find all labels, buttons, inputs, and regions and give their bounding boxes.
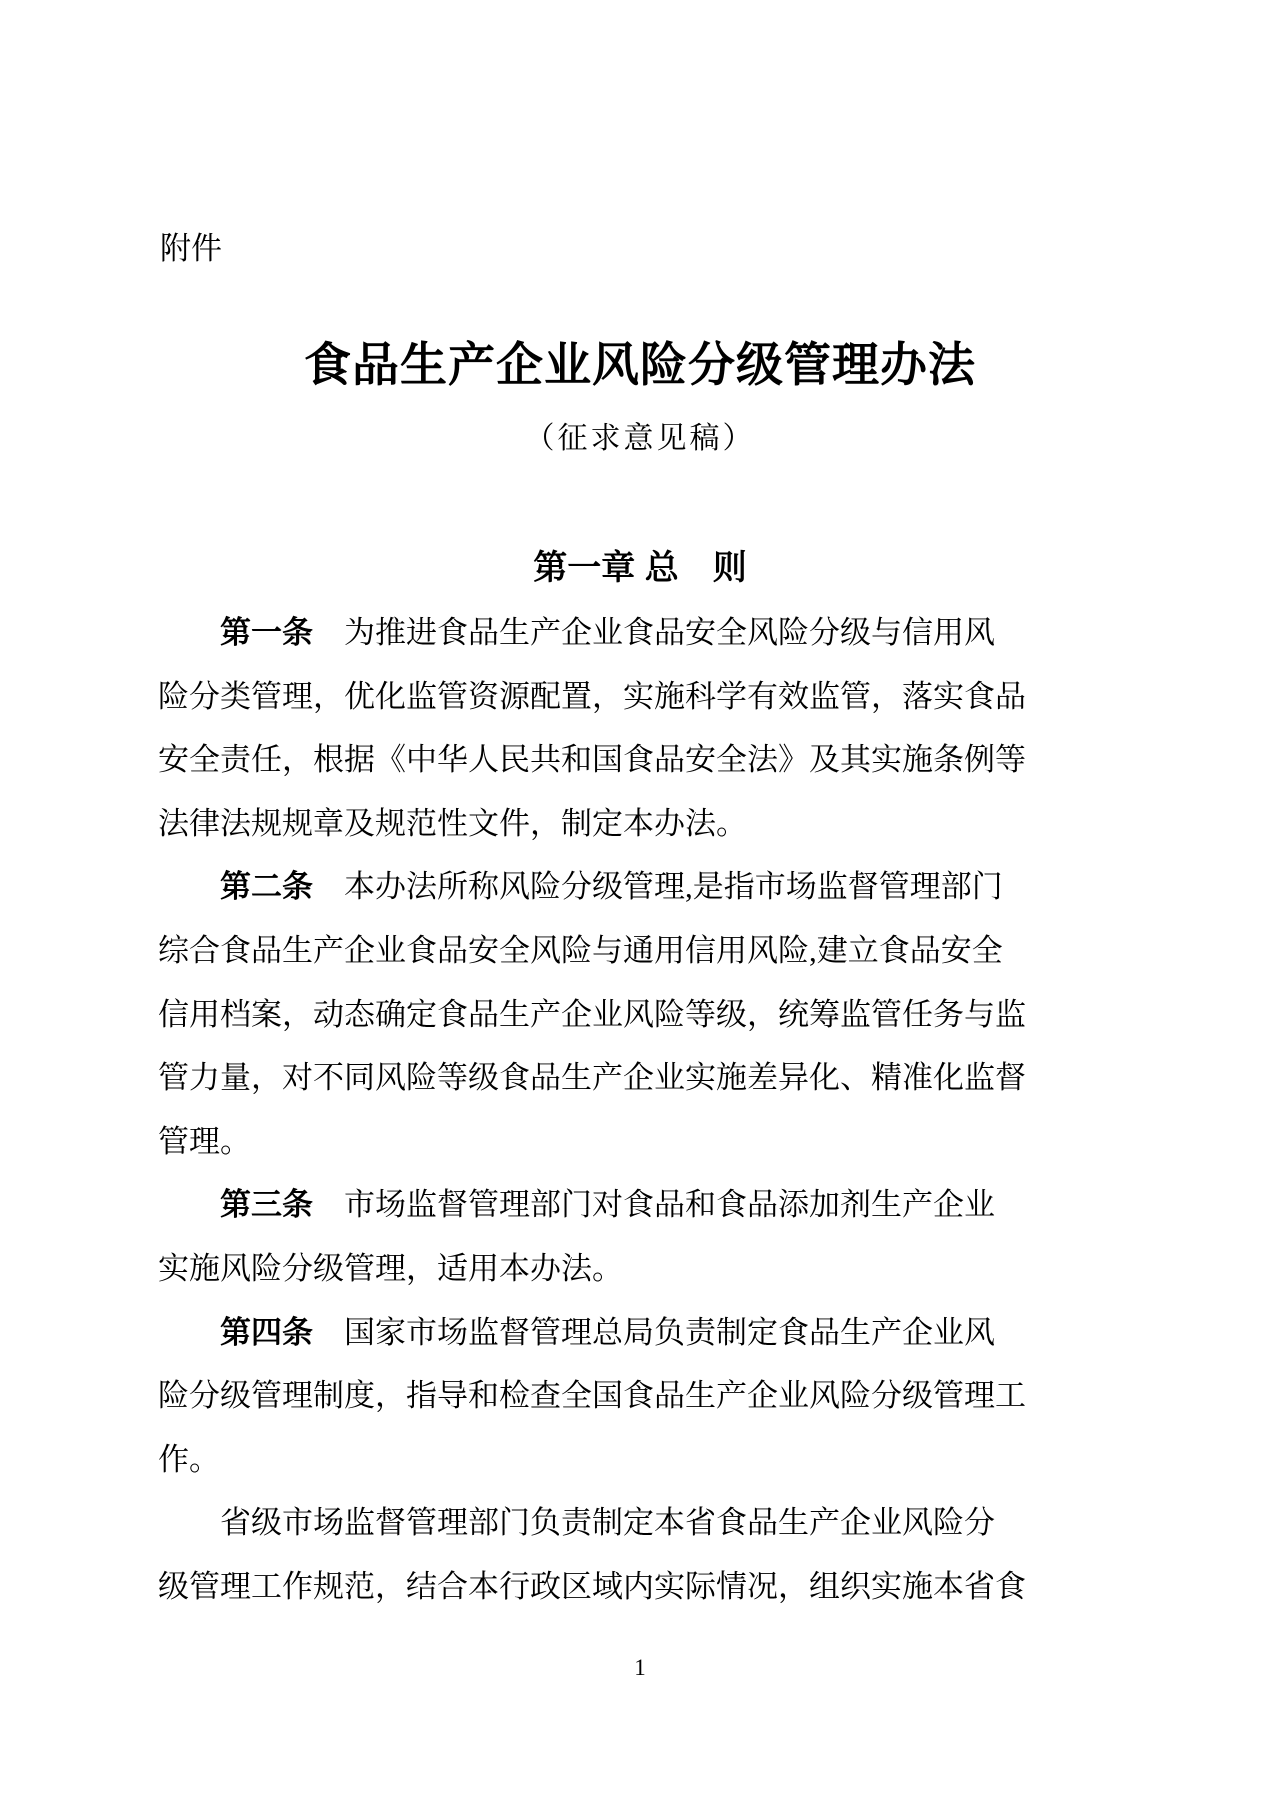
article-1-line-3: 安全责任，根据《中华人民共和国食品安全法》及其实施条例等 [158,742,1026,778]
article-4-line-2: 险分级管理制度，指导和检查全国食品生产企业风险分级管理工 [158,1378,1026,1414]
article-1-number: 第一条 [220,615,313,650]
article-3-line-2: 实施风险分级管理，适用本办法。 [158,1250,623,1286]
attachment-label: 附件 [160,231,222,266]
article-3 [158,1173,995,1300]
article-2-line-2: 综合食品生产企业食品安全风险与通用信用风险,建立食品安全 [158,932,1003,968]
document-title: 食品生产企业风险分级管理办法 [304,340,976,392]
article-1-line-1-text: 为推进食品生产企业食品安全风险分级与信用风 [344,615,995,650]
article-3-line-1-text: 市场监督管理部门对食品和食品添加剂生产企业 [344,1187,995,1223]
article-2-line-3: 信用档案，动态确定食品生产企业风险等级，统筹监管任务与监 [158,996,1026,1032]
article-2-line-1-text: 本办法所称风险分级管理,是指市场监督管理部门 [344,869,1003,905]
article-2-line-1 [158,855,1003,919]
article-4-p2-line-1: 省级市场监督管理部门负责制定本省食品生产企业风险分 [220,1505,995,1541]
article-4-line-3: 作。 [158,1441,220,1477]
article-1-line-2: 险分类管理，优化监管资源配置，实施科学有效监管，落实食品 [158,678,1026,714]
document-subtitle: （征求意见稿） [524,422,756,455]
article-4-line-1 [158,1301,995,1365]
article-2-line-5: 管理。 [158,1123,251,1159]
page-number: 1 [634,1655,646,1680]
article-4-p2-line-2: 级管理工作规范，结合本行政区域内实际情况，组织实施本省食 [158,1568,1026,1604]
chapter-heading: 第一章 总 则 [533,549,747,587]
article-1 [158,601,1026,855]
article-4-line-1-text: 国家市场监督管理总局负责制定食品生产企业风 [344,1314,995,1350]
article-2 [158,855,1026,1173]
body-text [158,601,1026,1619]
article-3-line-1 [158,1173,995,1237]
article-1-line-4: 法律法规规章及规范性文件，制定本办法。 [158,805,747,841]
article-2-number: 第二条 [220,869,313,905]
article-1-line-1 [158,601,995,665]
article-4-paragraph-2 [158,1491,1026,1618]
article-4 [158,1301,1026,1492]
article-3-number: 第三条 [220,1187,313,1223]
article-4-number: 第四条 [220,1314,313,1350]
article-2-line-4: 管力量，对不同风险等级食品生产企业实施差异化、精准化监督 [158,1060,1026,1096]
